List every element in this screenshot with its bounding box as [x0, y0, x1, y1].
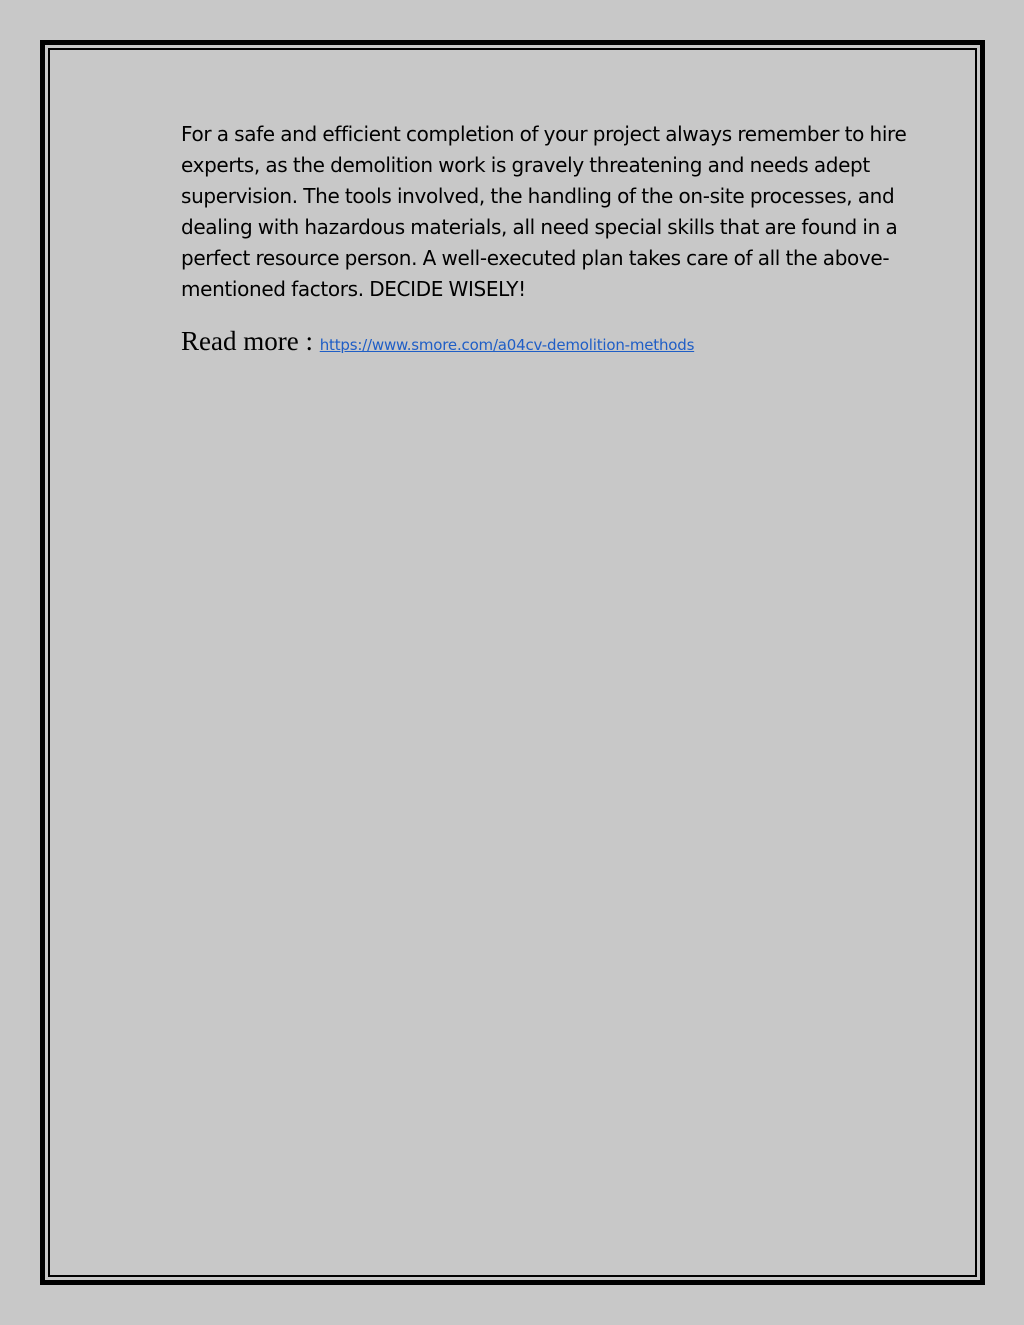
body-paragraph: For a safe and efficient completion of your project always remember to hire experts, as the demolition work is gravely threatening and needs adept supervision. The tools involved, the handling of the on-site processes, and dealing with hazardous materials, all need special skills that are found in a perfect resource person. A well-executed plan takes care of all the above-mentioned factors. DECIDE WISELY!	[181, 122, 907, 301]
read-more-line	[181, 326, 921, 357]
read-more-label: Read more :	[181, 326, 320, 356]
document-content	[181, 119, 921, 357]
read-more-link[interactable]: https://www.smore.com/a04cv-demolition-methods	[319, 336, 695, 354]
